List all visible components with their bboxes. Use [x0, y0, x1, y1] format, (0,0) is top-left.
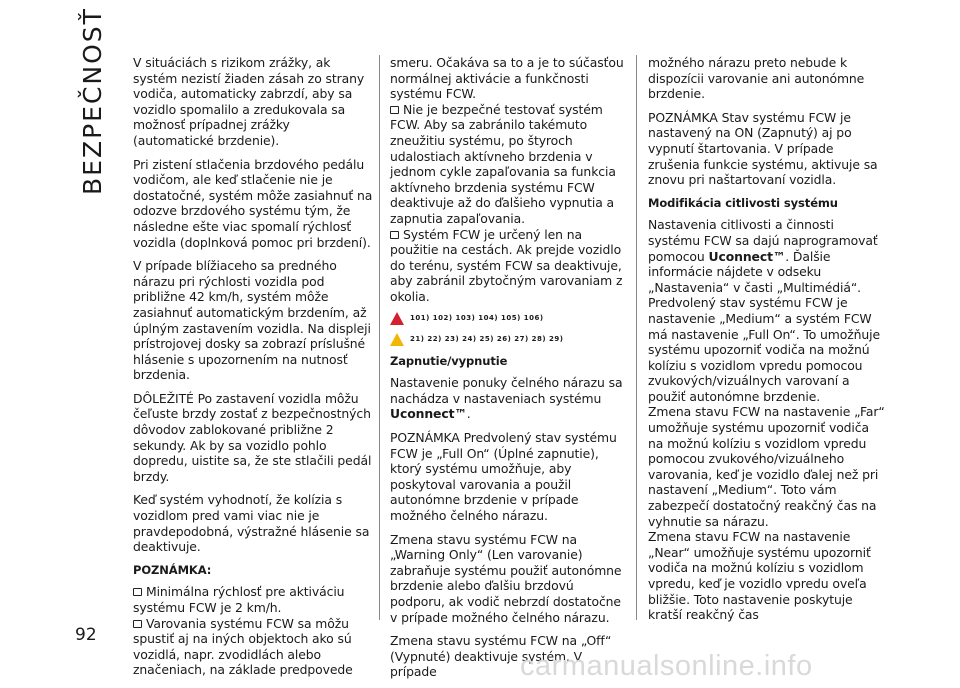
note-heading: POZNÁMKA:	[133, 562, 212, 577]
heading-zapnutie: Zapnutie/vypnutie	[390, 353, 508, 368]
page-number: 92	[75, 625, 97, 645]
bullet-icon	[133, 620, 142, 628]
caution-triangle-icon	[390, 333, 404, 346]
paragraph: Predvolený stav systému FCW je nastavenie „Medium“ a systém FCW má nastavenie „Full On“. To umožňuje systému upozorniť vodiča na možnú kolíziu s vozidlom vpredu pomocou zvukových/vizuálnych varovaní a použiť autonómne brzdenie.	[648, 295, 881, 404]
column-divider	[379, 55, 380, 620]
bullet-icon	[133, 588, 142, 596]
column-1	[133, 55, 373, 678]
section-title	[70, 7, 110, 205]
text: .	[466, 406, 471, 422]
caution-ref-list: 21) 22) 23) 24) 25) 26) 27) 28) 29)	[410, 335, 564, 344]
column-3	[648, 55, 888, 623]
bullet-text: Systém FCW je určený len na použitie na cestách. Ak prejde vozidlo do terénu, systém FCW sa deaktivuje, aby zabránil zbytočným varovaniam z okolia.	[390, 226, 623, 304]
bullet-text: Nie je bezpečné testovať systém FCW. Aby sa zabránilo takémuto zneužitiu systému, po štyroch udalostiach aktívneho brzdenia v jednom cykle zapaľovania sa funkcia aktívneho brzdenia systému FCW deaktivuje až do ďalšieho vypnutia a zapnutia zapaľovania.	[390, 101, 616, 226]
column-2	[390, 55, 630, 688]
warning-triangle-icon	[390, 312, 404, 325]
paragraph: Zmena stavu FCW na nastavenie „Near“ umožňuje systému upozorniť vodiča na možnú kolíziu s vozidlom vpredu, keď je vozidlo vpredu oveľa bližšie. Toto nastavenie poskytuje kratší reakčný čas	[648, 529, 871, 623]
paragraph: POZNÁMKA Predvolený stav systému FCW je „Full On“ (Úplné zapnutie), ktorý systému umožňuje, aby poskytoval varovania a použil autonómne brzdenie v prípade možného čelného nárazu.	[390, 430, 617, 524]
warning-refs	[390, 311, 630, 327]
uconnect-label: Uconnect™	[390, 406, 467, 422]
column-divider	[636, 55, 637, 620]
caution-refs	[390, 332, 630, 348]
paragraph	[648, 217, 888, 295]
bullet-item	[390, 227, 630, 305]
section-title-text: BEZPEČNOSŤ	[78, 7, 107, 195]
paragraph: DÔLEŽITÉ Po zastavení vozidla môžu čeľuste brzdy zostať z bezpečnostných dôvodov zablokované približne 2 sekundy. Ak by sa vozidlo pohlo dopredu, uistite sa, že ste stlačili pedál brzdy.	[133, 390, 372, 484]
paragraph: možného nárazu preto nebude k dispozícii varovanie ani autonómne brzdenie.	[648, 55, 865, 102]
paragraph: smeru. Očakáva sa to a je to súčasťou normálnej aktivácie a funkčnosti systému FCW.	[390, 55, 624, 102]
uconnect-label: Uconnect™	[708, 248, 786, 264]
paragraph: Pri zistení stlačenia brzdového pedálu vodičom, ale keď stlačenie nie je dostatočné, systém môže zasiahnuť na odozve brzdového systému tým, že následne ešte viac spomalí rýchlosť vozidla (doplnková pomoc pri brzdení).	[133, 156, 373, 250]
warning-ref-list: 101) 102) 103) 104) 105) 106)	[410, 313, 544, 322]
paragraph: V prípade blížiaceho sa predného nárazu pri rýchlosti vozidla pod približne 42 km/h, systém môže zasiahnuť automatickým brzdením, až úplným zastavením vozidla. Na displeji prístrojovej dosky sa zobrazí príslušné hlásenie s upozornením na nutnosť brzdenia.	[133, 258, 371, 383]
text: Nastavenia citlivosti a činnosti systému FCW sa dajú naprogramovať pomocou	[648, 217, 878, 264]
paragraph: Zmena stavu systému FCW na „Off“ (Vypnuté) deaktivuje systém. V prípade	[390, 633, 612, 680]
paragraph: Zmena stavu FCW na nastavenie „Far“ umožňuje systému upozorniť vodiča na možnú kolíziu s vozidlom vpredu pomocou zvukového/vizuálneho varovania, keď je vozidlo ďalej než pri nastavení „Medium“. Toto vám zabezpečí dostatočný reakčný čas na vyhnutie sa nárazu.	[648, 404, 885, 529]
paragraph: Zmena stavu systému FCW na „Warning Only“ (Len varovanie) zabraňuje systému použiť autonómne brzdenie alebo ďalšiu brzdovú podporu, ak vodič nebrzdí dostatočne v prípade možného čelného nárazu.	[390, 531, 622, 625]
bullet-item	[390, 102, 630, 227]
paragraph: POZNÁMKA Stav systému FCW je nastavený na ON (Zapnutý) aj po vypnutí štartovania. V prípade zrušenia funkcie systému, aktivuje sa znovu pri naštartovaní vozidla.	[648, 109, 878, 188]
watermark: carmanualsonline.info	[520, 650, 813, 682]
bullet-icon	[390, 231, 399, 239]
bullet-item	[133, 584, 373, 615]
bullet-text: Varovania systému FCW sa môžu spustiť aj na iných objektoch ako sú vozidlá, napr. zvodidlách alebo značeniach, na základe predpovede	[133, 615, 353, 678]
bullet-text: Minimálna rýchlosť pre aktiváciu systému FCW je 2 km/h.	[133, 584, 345, 615]
paragraph: Keď systém vyhodnotí, že kolízia s vozidlom pred vami viac nie je pravdepodobná, výstražné hlásenie sa deaktivuje.	[133, 492, 370, 555]
paragraph	[390, 375, 630, 422]
bullet-icon	[390, 106, 399, 114]
paragraph: V situáciách s rizikom zrážky, ak systém nezistí žiaden zásah zo strany vodiča, automaticky zabrzdí, aby sa vozidlo spomalilo a zredukovala sa možnosť prípadnej zrážky (automatické brzdenie).	[133, 55, 365, 148]
bullet-item	[133, 616, 373, 678]
heading-citlivost: Modifikácia citlivosti systému	[648, 195, 838, 210]
text: . Ďalšie informácie nájdete v odseku „Nastavenia“ v časti „Multimédiá“.	[648, 248, 862, 295]
text: Nastavenie ponuky čelného nárazu sa nachádza v nastaveniach systému	[390, 375, 623, 406]
